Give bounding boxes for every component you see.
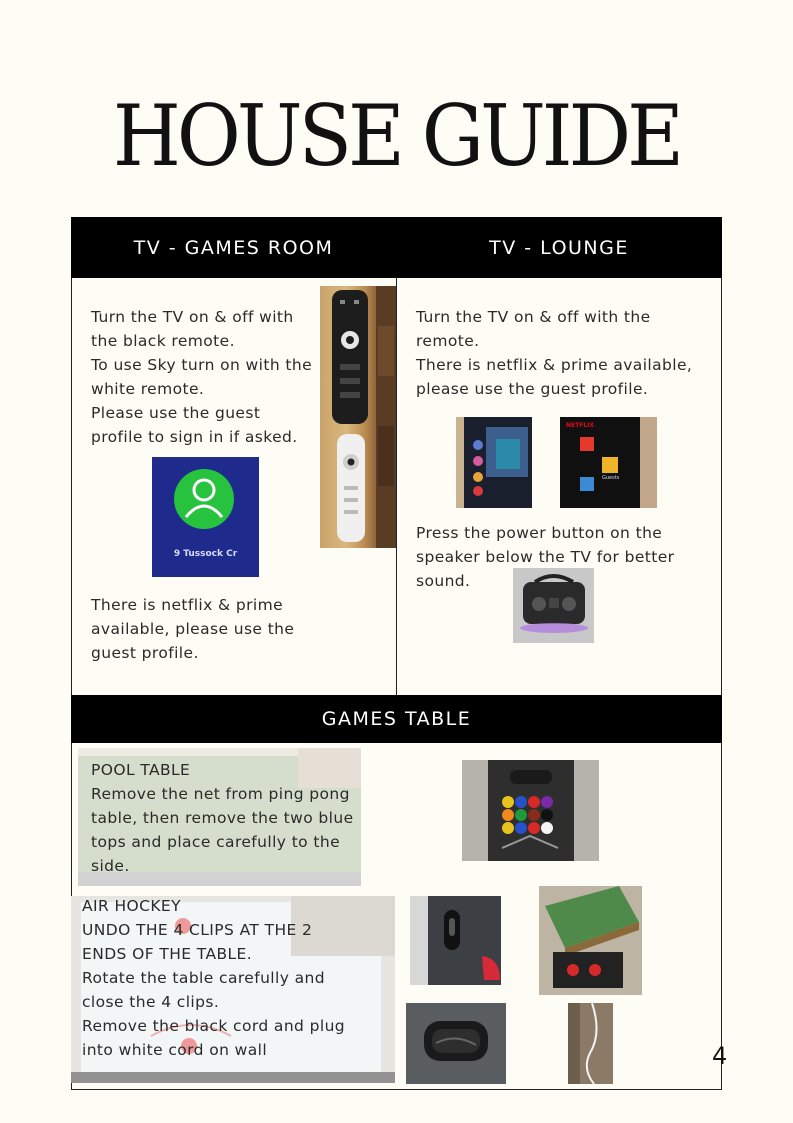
speaker-photo [513, 568, 594, 643]
pool-balls-photo [462, 760, 599, 861]
netflix-screen-photo [560, 417, 657, 508]
tv-games-instructions: Turn the TV on & off with the black remote. To use Sky turn on with the white remote. Please use the guest profile to sign in if asked. [91, 308, 313, 446]
tv-lounge-instructions: Turn the TV on & off with the remote. There is netflix & prime available, please use the guest profile. [416, 308, 693, 398]
tv-lounge-heading: TV - LOUNGE [489, 236, 629, 259]
air-hockey-instructions: AIR HOCKEY UNDO THE 4 CLIPS AT THE 2 ENDS OF THE TABLE. Rotate the table carefully and close the 4 clips. Remove the black cord and plug into white cord on wall [82, 897, 346, 1059]
tv-games-streaming-note: There is netflix & prime available, please use the guest profile. [91, 596, 295, 662]
tv-menu-photo [456, 417, 532, 508]
speaker-instructions: Press the power button on the speaker below the TV for better sound. [416, 524, 675, 590]
games-table-heading: GAMES TABLE [71, 695, 722, 743]
pool-table-instructions: POOL TABLE Remove the net from ping pong table, then remove the two blue tops and place carefully to the side. [91, 761, 354, 875]
profile-caption: 9 Tussock Cr [173, 549, 238, 559]
column-divider [396, 278, 397, 695]
page-title: HOUSE GUIDE [112, 88, 681, 186]
guest-profile-image [152, 457, 259, 577]
netflix-profile-label: Guests [602, 475, 620, 481]
tv-games-heading: TV - GAMES ROOM [133, 236, 334, 259]
remotes-photo [320, 286, 396, 548]
netflix-label: NETFLIX [566, 422, 594, 429]
wall-cord-photo [568, 1003, 613, 1084]
table-clip-photo [410, 896, 501, 985]
page-number: 4 [712, 1042, 728, 1070]
cord-hole-photo [406, 1003, 506, 1084]
rotated-table-photo [539, 886, 642, 995]
